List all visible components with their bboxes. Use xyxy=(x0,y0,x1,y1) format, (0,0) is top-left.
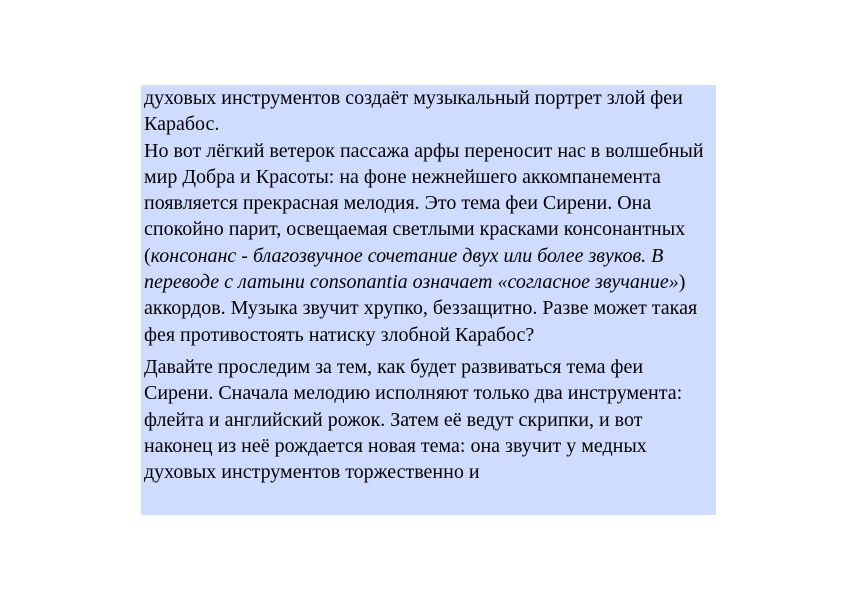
paragraph-1 xyxy=(144,85,713,348)
paragraph-1-part-a: духовых инструментов создаёт музыкальный портрет злой феи Карабос. xyxy=(144,87,683,136)
paragraph-1-part-c: ) аккордов. Музыка звучит хрупко, беззащитно. Разве может такая фея противостоять натиску злобной Карабос? xyxy=(144,271,698,346)
paragraph-2: Давайте проследим за тем, как будет развиваться тема феи Сирени. Сначала мелодию исполняют только два инструмента: флейта и английский рожок. Затем её ведут скрипки, и вот наконец из неё рождается новая тема: она звучит у медных духовых инструментов торжественно и xyxy=(144,355,683,484)
text-box xyxy=(141,85,716,515)
paragraph-1-part-b: Но вот лёгкий ветерок пассажа арфы переносит нас в волшебный мир Добра и Красоты: на фоне нежнейшего аккомпанемента появляется прекрасная мелодия. Это тема феи Сирени. Она спокойно парит, освещаемая светлыми красками консонантных ( xyxy=(144,139,704,267)
consonance-definition: консонанс - благозвучное сочетание двух или более звуков. В переводе с латыни consonantia означает «согласное звучание» xyxy=(144,244,679,294)
